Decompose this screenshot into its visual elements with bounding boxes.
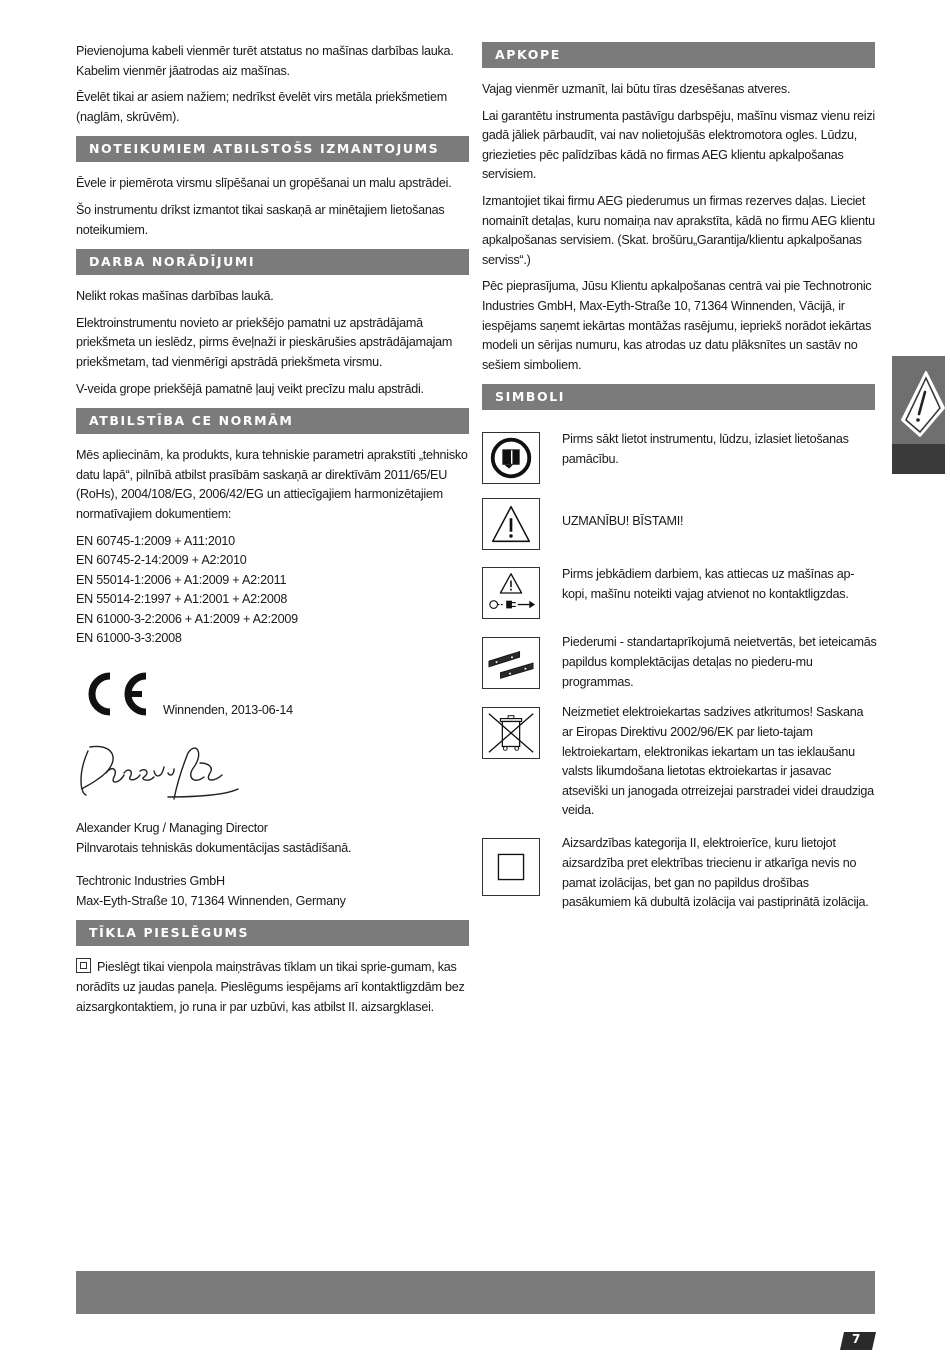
paragraph: V-veida grope priekšējā pamatnē ļauj veikt precīzu malu apstrādi. bbox=[76, 381, 424, 396]
left-column bbox=[76, 42, 469, 1024]
class-ii-icon bbox=[76, 958, 91, 973]
company-name: Techtronic Industries GmbH bbox=[76, 874, 225, 889]
paragraph: Elektroinstrumentu novieto ar priekšējo pamatni uz apstrādājamā priekšmeta un ieslēdz, pirms ēveļnaži ir pieskārušies apstrādājamajam priekšmetam, tad vienmērīgi apstrādā priekšmeta virsmu. bbox=[76, 315, 453, 369]
symbol-text: Pirms sākt lietot instrumentu, lūdzu, izlasiet lietošanas pamācību. bbox=[562, 432, 849, 466]
right-column bbox=[482, 42, 875, 952]
section-heading: SIMBOLI bbox=[482, 384, 875, 410]
paragraph: Ēvele ir piemērota virsmu slīpēšanai un gropēšanai un malu apstrādei. bbox=[76, 176, 452, 191]
standard-item: EN 60745-2-14:2009 + A2:2010 bbox=[76, 553, 247, 568]
standard-item: EN 55014-2:1997 + A1:2001 + A2:2008 bbox=[76, 592, 288, 607]
section-heading: NOTEIKUMIEM ATBILSTOŠS IZMANTOJUMS bbox=[76, 136, 469, 162]
warning-icon bbox=[892, 356, 945, 474]
symbol-text: UZMANĪBU! BĪSTAMI! bbox=[562, 514, 684, 529]
section-heading: APKOPE bbox=[482, 42, 875, 68]
standard-item: EN 61000-3-2:2006 + A1:2009 + A2:2009 bbox=[76, 611, 298, 626]
paragraph: Šo instrumentu drīkst izmantot tikai saskaņā ar minētajiem lietošanas noteikumiem. bbox=[76, 202, 445, 237]
standard-item: EN 60745-1:2009 + A11:2010 bbox=[76, 533, 235, 548]
paragraph: Izmantojiet tikai firmu AEG piederumus un firmas rezerves daļas. Lieciet nomainīt detaļas, kuru nomaiņa nav aprakstīta, kādā no firmu AEG klientu apkalpošanas servisiem. (Skat. brošūru„Garantija/klientu apkalpošanas serviss“.) bbox=[482, 193, 875, 267]
read-manual-icon bbox=[482, 432, 540, 484]
unplug-warning-icon bbox=[482, 567, 540, 619]
footer-bar bbox=[76, 1271, 875, 1314]
accessories-icon bbox=[482, 637, 540, 689]
page-number: 7 bbox=[852, 1332, 861, 1346]
paragraph: Lai garantētu instrumenta pastāvīgu darbspēju, mašīnu vismaz vienu reizi gadā jāliek pārbaudīt, vai nav nolietojušās elektromotora ogles. Lūdzu, griezieties pēc palīdzības kādā no firmas AEG klientu apkalpošanas servisiem. bbox=[482, 108, 875, 182]
side-warning-tab bbox=[892, 356, 945, 474]
symbol-text: Piederumi - standartaprīkojumā neietvertās, bet ieteicamās papildus komplektācijas detaļas no piederu-mu programmas. bbox=[562, 635, 877, 689]
paragraph bbox=[76, 958, 469, 1017]
section-heading: DARBA NORĀDĪJUMI bbox=[76, 249, 469, 275]
symbol-text: Pirms jebkādiem darbiem, kas attiecas uz mašīnas ap-kopi, mašīnu noteikti vajag atvienot no kontaktligzdas. bbox=[562, 567, 855, 601]
symbol-text: Aizsardzības kategorija II, elektroierīce, kuru lietojot aizsardzība pret elektrības triecienu ir atkarīga nevis no pamat izolācijas, bet gan no papildus drošības pasākumiem kā dubultā izolācija vai pastiprinātā izolācija. bbox=[562, 836, 869, 910]
standards-list bbox=[76, 532, 469, 650]
paragraph: Nelikt rokas mašīnas darbības laukā. bbox=[76, 289, 274, 304]
paragraph: Mēs apliecinām, ka produkts, kura tehniskie parametri aprakstīti „tehnisko datu lapā“, pilnībā atbilst prasībām saskaņā ar direktīvām 2011/65/EU (RoHs), 2004/108/EG, 2006/42/EG un attiecīgajiem harmonizētajiem normatīvajiem dokumentiem: bbox=[76, 448, 468, 521]
paragraph-text: Pieslēgt tikai vienpola maiņstrāvas tīklam un tikai sprie-gumam, kas norādīts uz jaudas paneļa. Pieslēgums iespējams arī kontaktligzdām bez aizsargkontaktiem, jo runa ir par uzbūvi, kas atbilst II. aizsargklasei. bbox=[76, 960, 465, 1014]
symbols-list bbox=[482, 432, 875, 952]
paragraph: Vajag vienmēr uzmanīt, lai būtu tīras dzesēšanas atveres. bbox=[482, 82, 791, 96]
company-address: Max-Eyth-Straße 10, 71364 Winnenden, Germany bbox=[76, 893, 346, 908]
intro-paragraph: Pievienojuma kabeli vienmēr turēt atstatus no mašīnas darbības lauka. Kabelim vienmēr jāatrodas aiz mašīnas. bbox=[76, 44, 454, 78]
section-heading: TĪKLA PIESLĒGUMS bbox=[76, 920, 469, 946]
ce-mark-icon bbox=[80, 671, 150, 717]
paragraph: Pēc pieprasījuma, Jūsu Klientu apkalpošanas centrā vai pie Technotronic Industries GmbH, Max-Eyth-Straße 10, 71364 Winnenden, Vācijā, ir iespējams saņemt iekārtas montāžas rasējumu, iepriekš norādot iekārtas modeli un sērijas numuru, kas atrodas uz datu plāksnītes un sastāv no sešiem simboliem. bbox=[482, 279, 872, 372]
warning-icon bbox=[482, 498, 540, 550]
page-number-badge bbox=[838, 1330, 878, 1352]
signature-icon bbox=[76, 733, 246, 811]
intro-paragraph: Ēvelēt tikai ar asiem nažiem; nedrīkst ēvelēt virs metāla priekšmetiem (naglām, skrūvēm). bbox=[76, 90, 447, 124]
ce-declaration bbox=[76, 671, 469, 733]
symbol-text: Neizmetiet elektroiekartas sadzives atkritumos! Saskana ar Eiropas Direktivu 2002/96/EK par lieto-tajam lektroiekartam, elektronikas iekartam un tas ieklaušanu valsts likumdošana lietotas ektroiekartas ir jasavac atseviški un janogada otrreizejai parstradei videi draudziga veida. bbox=[562, 705, 874, 818]
standard-item: EN 61000-3-3:2008 bbox=[76, 631, 182, 646]
place-date: Winnenden, 2013-06-14 bbox=[163, 703, 293, 718]
signer-name: Alexander Krug / Managing Director bbox=[76, 821, 268, 836]
class-ii-icon bbox=[482, 838, 540, 896]
signer-role: Pilnvarotais tehniskās dokumentācijas sastādīšanā. bbox=[76, 840, 352, 855]
section-heading: ATBILSTĪBA CE NORMĀM bbox=[76, 408, 469, 434]
weee-bin-icon bbox=[482, 707, 540, 759]
standard-item: EN 55014-1:2006 + A1:2009 + A2:2011 bbox=[76, 572, 287, 587]
